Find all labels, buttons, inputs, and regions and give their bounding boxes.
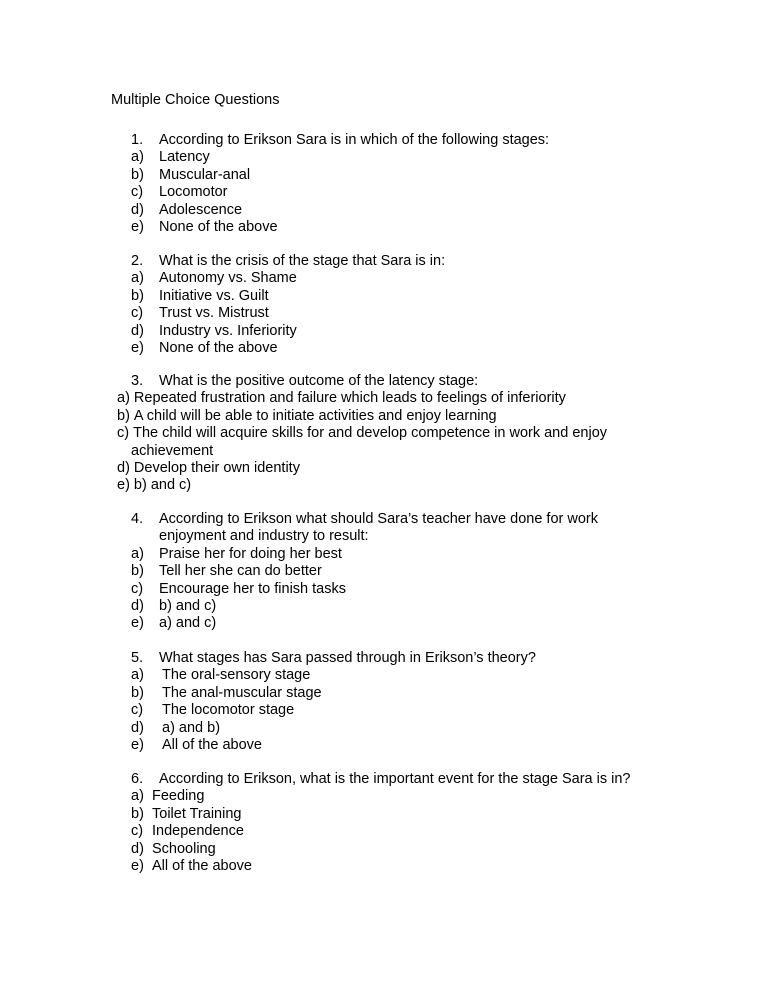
option-marker: e) [117, 477, 130, 494]
question-2 [131, 253, 691, 357]
option-marker: c) [131, 305, 144, 322]
question-6 [117, 771, 717, 875]
option-b [131, 685, 691, 702]
option-marker: e) [131, 737, 144, 754]
question-text: What is the crisis of the stage that Sara is in: [159, 253, 446, 269]
option-text: Adolescence [159, 201, 243, 218]
question-number: 5. [131, 650, 144, 666]
question-text: According to Erikson what should Sara’s teacher have done for work enjoyment and industry to result: [159, 511, 599, 545]
question-stem [131, 650, 691, 667]
option-e [117, 477, 717, 494]
question-3 [117, 373, 717, 495]
option-e [131, 340, 691, 357]
option-text: Autonomy vs. Shame [159, 270, 297, 287]
option-text: The locomotor stage [162, 702, 295, 719]
question-text: What stages has Sara passed through in Erikson’s theory? [159, 650, 536, 666]
option-c [117, 425, 717, 460]
option-d [131, 323, 691, 340]
option-text: Initiative vs. Guilt [159, 287, 269, 304]
question-number: 1. [131, 132, 144, 148]
option-marker: c) [131, 823, 144, 840]
option-text: The oral-sensory stage [162, 667, 311, 684]
option-text: Latency [159, 149, 210, 166]
question-stem [117, 511, 657, 546]
option-marker: d) [131, 719, 144, 736]
option-text: All of the above [152, 858, 252, 875]
option-a [131, 270, 691, 287]
option-text: All of the above [162, 737, 262, 754]
option-marker: b) [131, 166, 144, 183]
option-marker: a) [131, 270, 144, 287]
option-d [131, 720, 691, 737]
option-c [117, 581, 657, 598]
option-marker: e) [131, 340, 144, 357]
option-marker: c) [131, 702, 144, 719]
question-text: According to Erikson Sara is in which of the following stages: [159, 132, 550, 148]
option-text: Locomotor [159, 184, 228, 201]
option-e [131, 737, 691, 754]
question-stem [117, 373, 717, 390]
option-text: Develop their own identity [133, 460, 300, 477]
option-marker: d) [131, 840, 144, 857]
option-marker: e) [131, 219, 144, 236]
question-text: According to Erikson, what is the important event for the stage Sara is in? [159, 771, 631, 787]
option-text: None of the above [159, 219, 278, 236]
option-marker: a) [117, 390, 130, 407]
option-b [117, 563, 657, 580]
option-marker: b) [117, 407, 130, 424]
option-text: The anal-muscular stage [162, 684, 322, 701]
option-marker: b) [131, 684, 144, 701]
option-marker: b) [131, 805, 144, 822]
question-text: What is the positive outcome of the latency stage: [159, 373, 479, 389]
option-text: Muscular-anal [159, 166, 251, 183]
option-d [117, 598, 657, 615]
option-text: Repeated frustration and failure which leads to feelings of inferiority [133, 390, 566, 407]
option-c [131, 184, 691, 201]
option-text: b) and c) [133, 477, 192, 494]
option-text: Tell her she can do better [159, 563, 322, 580]
option-text: Industry vs. Inferiority [159, 322, 297, 339]
option-marker: c) [117, 425, 130, 442]
option-text-continuation: achievement [131, 442, 214, 459]
question-5 [131, 650, 691, 754]
option-marker: d) [131, 598, 144, 615]
option-marker: d) [131, 322, 144, 339]
option-text: A child will be able to initiate activities and enjoy learning [133, 407, 497, 424]
option-text: Independence [152, 823, 244, 840]
option-text: Praise her for doing her best [159, 545, 342, 562]
option-text: Feeding [152, 788, 205, 805]
option-marker: d) [117, 460, 130, 477]
option-b [131, 288, 691, 305]
option-e [117, 858, 717, 875]
option-e [131, 219, 691, 236]
document-title: Multiple Choice Questions [111, 92, 280, 108]
option-a [131, 149, 691, 166]
question-1 [131, 132, 691, 236]
option-text: Schooling [152, 840, 216, 857]
option-marker: a) [131, 788, 144, 805]
option-text: Encourage her to finish tasks [159, 580, 346, 597]
option-text: b) and c) [159, 598, 217, 615]
question-stem [131, 132, 691, 149]
option-b [117, 806, 717, 823]
option-marker: e) [131, 615, 144, 632]
option-marker: b) [131, 287, 144, 304]
option-b [117, 408, 717, 425]
option-e [117, 615, 657, 632]
question-number: 6. [131, 771, 144, 787]
question-number: 3. [131, 373, 144, 389]
option-a [117, 390, 717, 407]
option-text: The child will acquire skills for and develop competence in work and enjoy [133, 425, 608, 442]
option-text: a) and b) [162, 719, 221, 736]
option-marker: a) [131, 667, 144, 684]
option-b [131, 167, 691, 184]
option-c [117, 823, 717, 840]
option-text: None of the above [159, 340, 278, 357]
question-number: 2. [131, 253, 144, 269]
option-marker: c) [131, 184, 144, 201]
option-c [131, 305, 691, 322]
option-marker: a) [131, 149, 144, 166]
option-text: Trust vs. Mistrust [159, 305, 269, 322]
option-marker: c) [131, 580, 144, 597]
option-d [117, 841, 717, 858]
option-a [131, 667, 691, 684]
option-marker: b) [131, 563, 144, 580]
option-marker: d) [131, 201, 144, 218]
option-text: a) and c) [159, 615, 217, 632]
option-a [117, 788, 717, 805]
option-a [117, 546, 657, 563]
option-marker: e) [131, 858, 144, 875]
option-d [117, 460, 717, 477]
option-d [131, 202, 691, 219]
option-text: Toilet Training [152, 805, 242, 822]
option-marker: a) [131, 545, 144, 562]
question-stem [117, 771, 717, 788]
question-stem [131, 253, 691, 270]
question-number: 4. [131, 511, 144, 527]
option-c [131, 702, 691, 719]
question-4 [117, 511, 657, 633]
